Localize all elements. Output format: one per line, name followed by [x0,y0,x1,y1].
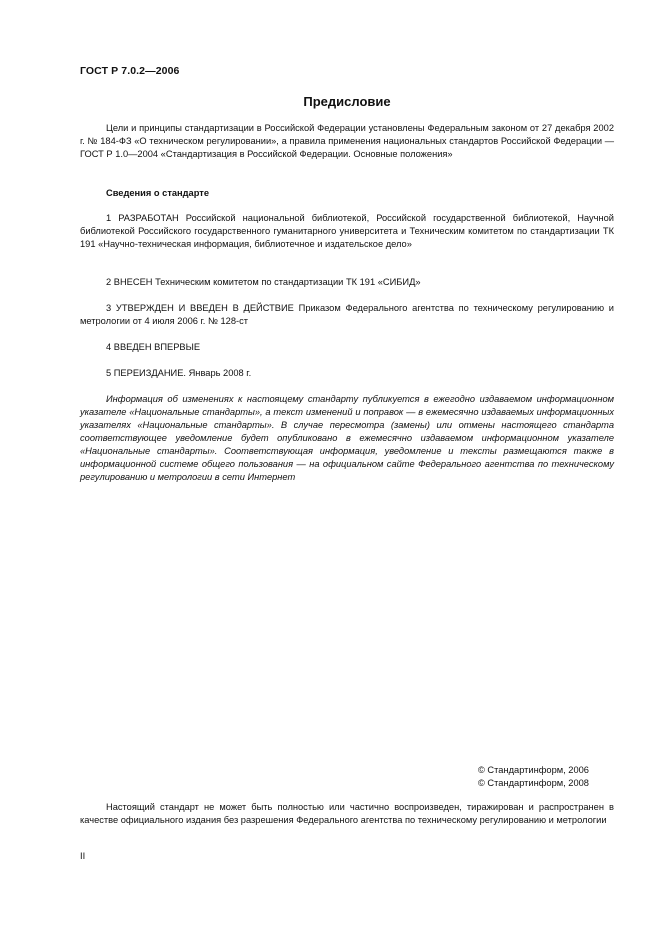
standard-code: ГОСТ Р 7.0.2—2006 [80,65,180,77]
info-item-4: 4 ВВЕДЕН ВПЕРВЫЕ [106,342,201,352]
copyright-line-2: © Стандартинформ, 2008 [478,778,589,788]
copyright-block [478,764,618,790]
info-item-2: 2 ВНЕСЕН Техническим комитетом по стандартизации ТК 191 «СИБИД» [106,277,421,287]
info-item-3: 3 УТВЕРЖДЕН И ВВЕДЕН В ДЕЙСТВИЕ Приказом Федерального агентства по техническому регулированию и метрологии от 4 июля 2006 г. № 128-ст [80,303,614,326]
page-number: II [80,851,86,861]
info-item-5: 5 ПЕРЕИЗДАНИЕ. Январь 2008 г. [106,368,252,378]
reproduction-notice: Настоящий стандарт не может быть полностью или частично воспроизведен, тиражирован и распространен в качестве официального издания без разрешения Федерального агентства по техническому регулированию и метрологии [80,802,614,825]
amendments-notice: Информация об изменениях к настоящему стандарту публикуется в ежегодно издаваемом информационном указателе «Национальные стандарты», а текст изменений и поправок — в ежемесячно издаваемых информационных указателях «Национальные стандарты». В случае пересмотра (замены) или отмены настоящего стандарта соответствующее уведомление будет опубликовано в ежемесячно издаваемом информационном указателе «Национальные стандарты». Соответствующая информация, уведомление и тексты размещаются также в информационной системе общего пользования — на официальном сайте Федерального агентства по техническому регулированию и метрологии в сети Интернет [80,394,614,482]
copyright-line-1: © Стандартинформ, 2006 [478,765,589,775]
intro-paragraph: Цели и принципы стандартизации в Российской Федерации установлены Федеральным законом от 27 декабря 2002 г. № 184-ФЗ «О техническом регулировании», а правила применения национальных стандартов Российской Федерации — ГОСТ Р 1.0—2004 «Стандартизация в Российской Федерации. Основные положения» [80,123,614,159]
info-heading: Сведения о стандарте [106,188,210,198]
page-title: Предисловие [303,94,391,109]
info-item-1: 1 РАЗРАБОТАН Российской национальной библиотекой, Российской государственной библиотекой, Научной библиотекой Российского государственного гуманитарного университета и Техническим комитетом по стандартизации ТК 191 «Научно-техническая информация, библиотечное и издательское дело» [80,213,614,249]
